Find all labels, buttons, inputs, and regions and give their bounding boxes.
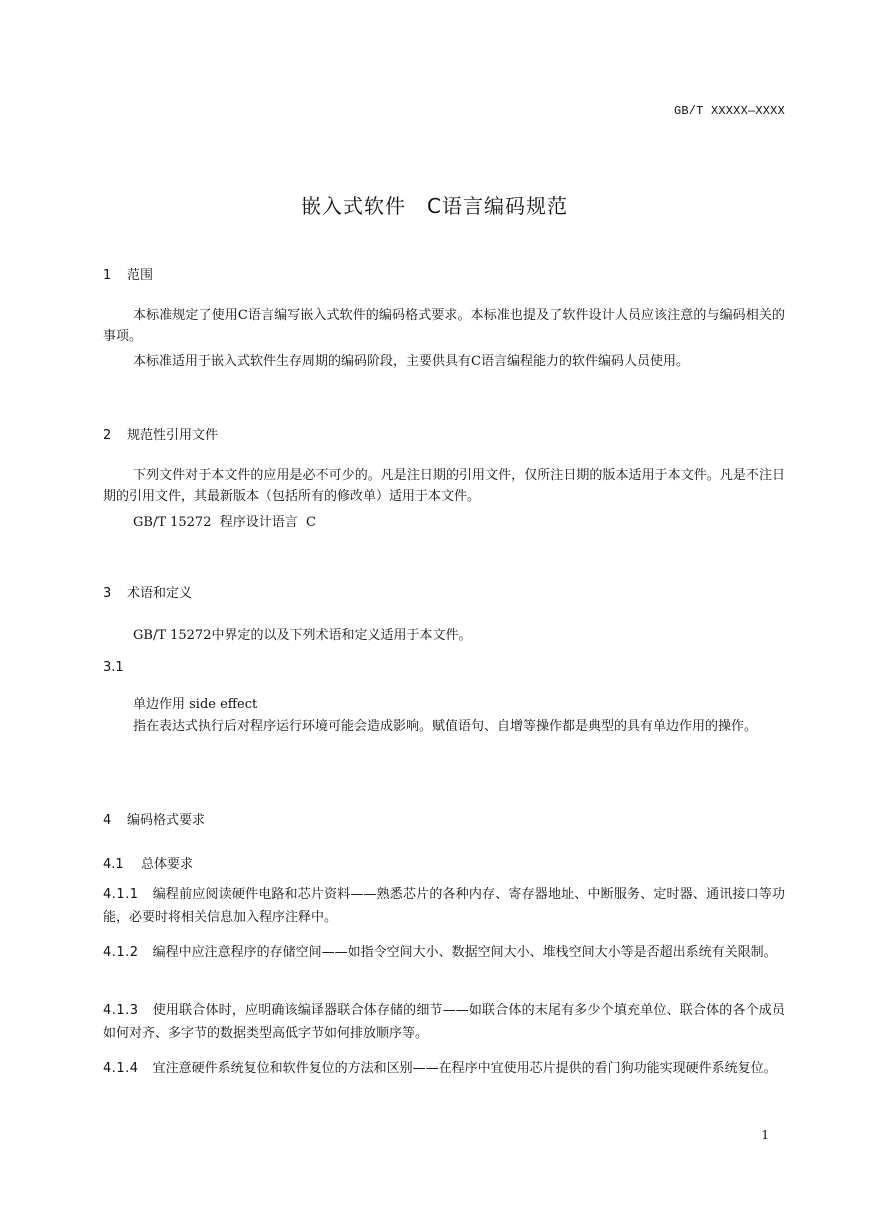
clause-number: 4.1.2 <box>103 945 139 960</box>
section-number: 4 <box>103 813 112 828</box>
clause-text: 编程前应阅读硬件电路和芯片资料——熟悉芯片的各种内存、寄存器地址、中断服务、定时器、通讯接口等功能，必要时将相关信息加入程序注释中。 <box>103 887 785 925</box>
section-title: 范围 <box>127 268 154 283</box>
subsection-number: 4.1 <box>103 857 124 872</box>
term-name: 单边作用 side effect <box>133 697 258 712</box>
section-4-heading <box>103 809 205 828</box>
document-code: GB/T XXXXX—XXXX <box>673 104 785 118</box>
section-2-paragraph-1: 下列文件对于本文件的应用是必不可少的。凡是注日期的引用文件，仅所注日期的版本适用于本文件。凡是不注日期的引用文件，其最新版本（包括所有的修改单）适用于本文件。 <box>103 468 785 504</box>
section-title: 编码格式要求 <box>127 813 206 828</box>
clause-text: 使用联合体时，应明确该编译器联合体存储的细节——如联合体的末尾有多少个填充单位、联合体的各个成员如何对齐、多字节的数据类型高低字节如何排放顺序等。 <box>103 1003 785 1041</box>
page-number: 1 <box>761 1128 769 1142</box>
section-title: 术语和定义 <box>127 586 193 601</box>
term-definition: 指在表达式执行后对程序运行环境可能会造成影响。赋值语句、自增等操作都是典型的具有单边作用的操作。 <box>133 719 758 734</box>
clause-number: 4.1.1 <box>103 887 139 902</box>
section-number: 3 <box>103 586 112 601</box>
clause-4-1-4 <box>103 1057 785 1080</box>
subsection-title: 总体要求 <box>141 857 194 872</box>
section-title: 规范性引用文件 <box>127 428 219 443</box>
clause-text: 宜注意硬件系统复位和软件复位的方法和区别——在程序中宜使用芯片提供的看门狗功能实现硬件系统复位。 <box>152 1061 777 1076</box>
clause-4-1-2 <box>103 941 785 964</box>
section-2-heading <box>103 424 218 443</box>
clause-4-1-3 <box>103 999 785 1045</box>
clause-text: 编程中应注意程序的存储空间——如指令空间大小、数据空间大小、堆栈空间大小等是否超出系统有关限制。 <box>152 945 777 960</box>
section-number: 1 <box>103 268 112 283</box>
clause-number: 4.1.3 <box>103 1003 139 1018</box>
section-number: 2 <box>103 428 112 443</box>
clause-4-1-1 <box>103 883 785 929</box>
clause-number: 4.1.4 <box>103 1061 139 1076</box>
subsection-4-1-heading <box>103 853 193 872</box>
term-number: 3.1 <box>103 660 124 675</box>
section-1-paragraph-2: 本标准适用于嵌入式软件生存周期的编码阶段，主要供具有C语言编程能力的软件编码人员使用。 <box>133 354 689 369</box>
section-3-heading <box>103 582 192 601</box>
normative-reference: GB/T 15272 程序设计语言 C <box>133 515 316 530</box>
section-3-paragraph-1: GB/T 15272中界定的以及下列术语和定义适用于本文件。 <box>133 628 472 643</box>
section-1-paragraph-1: 本标准规定了使用C语言编写嵌入式软件的编码格式要求。本标准也提及了软件设计人员应该注意的与编码相关的事项。 <box>103 308 785 344</box>
page-title: 嵌入式软件 C语言编码规范 <box>301 194 568 218</box>
section-1-heading <box>103 264 153 283</box>
